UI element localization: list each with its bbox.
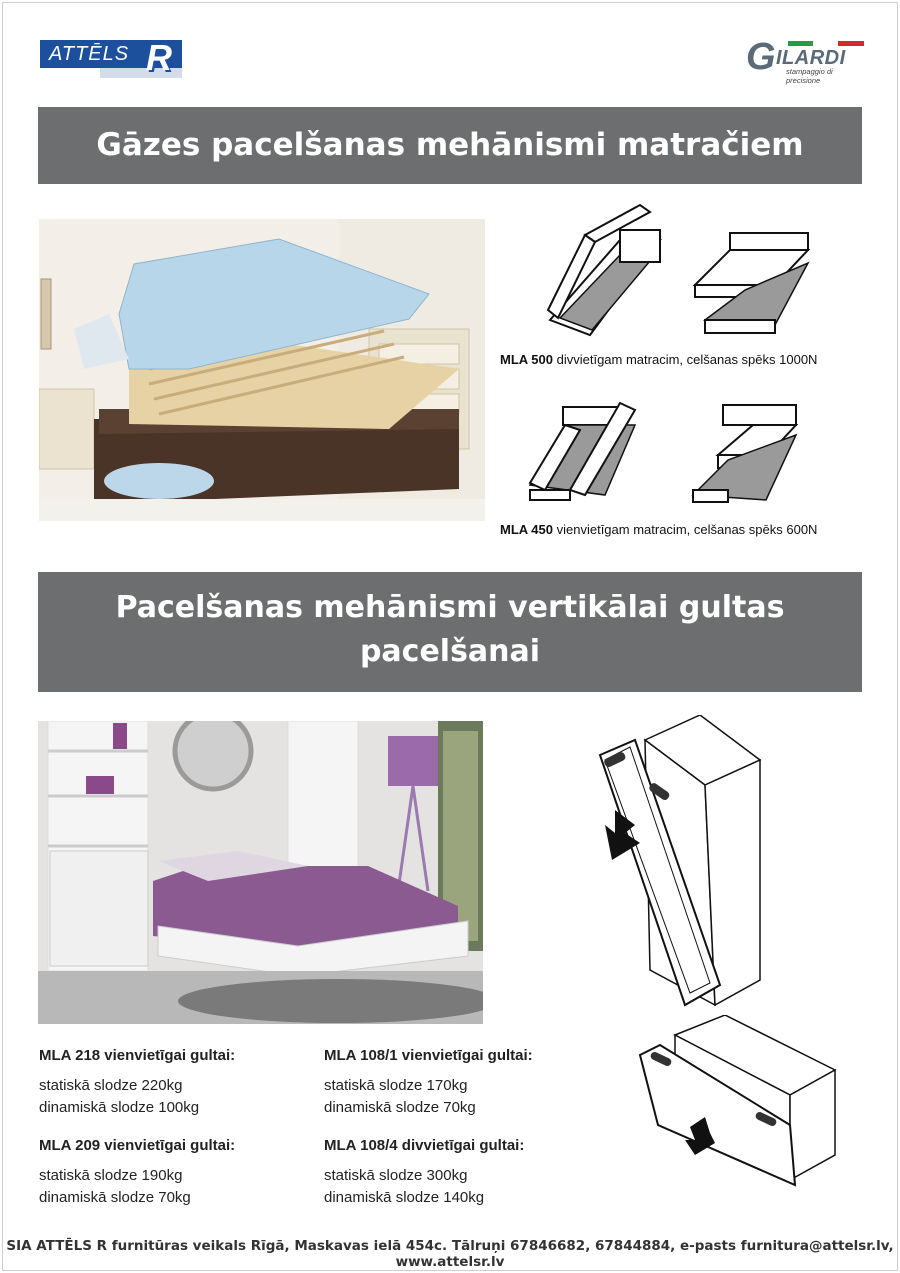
spec-mla108-1: [324, 1045, 533, 1119]
spec-mla209: [39, 1135, 235, 1209]
logo-text: ATTĒLS: [49, 43, 130, 65]
attels-r-logo[interactable]: [40, 37, 182, 78]
mla500-caption: MLA 500 divvietīgam matracim, celšanas spēks 1000N: [500, 352, 818, 367]
gilardi-tagline: stampaggio di precisione: [786, 67, 833, 85]
spec-dynamic: dinamiskā slodze 70kg: [324, 1099, 476, 1116]
spec-static: statiskā slodze 170kg: [324, 1077, 468, 1094]
mla500-open-diagram: [540, 200, 670, 340]
gilardi-logo[interactable]: [746, 36, 864, 85]
spec-title: MLA 209 vienvietīgai gultai:: [39, 1137, 236, 1154]
spec-dynamic: dinamiskā slodze 100kg: [39, 1099, 200, 1116]
wall-bed-photo: [38, 721, 483, 1024]
spec-static: statiskā slodze 300kg: [324, 1167, 468, 1184]
spec-title: MLA 218 vienvietīgai gultai:: [39, 1047, 236, 1064]
footer-contact: SIA ATTĒLS R furnitūras veikals Rīgā, Maskavas ielā 454c. Tālruņi 67846682, 67844884, e-pasts furnitura@attelsr.lv, www.attelsr.lv: [6, 1238, 894, 1270]
spec-dynamic: dinamiskā slodze 140kg: [324, 1189, 485, 1206]
ottoman-bed-photo: [39, 219, 485, 521]
logo-r-mark: R: [146, 37, 172, 78]
spec-title: MLA 108/4 divvietīgai gultai:: [324, 1137, 525, 1154]
mla450-closed-diagram: [688, 400, 803, 510]
wall-bed-tilt-diagram: [590, 715, 770, 1010]
spec-title: MLA 108/1 vienvietīgai gultai:: [324, 1047, 533, 1064]
spec-mla108-4: [324, 1135, 524, 1209]
mla500-closed-diagram: [690, 225, 815, 340]
section2-title-line2: pacelšanai: [359, 634, 541, 669]
italian-flag-stripe: [788, 41, 864, 46]
spec-mla218: [39, 1045, 235, 1119]
section2-title-line1: Pacelšanas mehānismi vertikālai gultas: [115, 590, 785, 625]
gilardi-g-mark: G: [746, 36, 776, 78]
wall-bed-horizontal-diagram: [630, 1015, 840, 1190]
section2-title: [38, 572, 862, 692]
mla450-caption: MLA 450 vienvietīgam matracim, celšanas spēks 600N: [500, 522, 818, 537]
section1-title: Gāzes pacelšanas mehānismi matračiem: [38, 107, 862, 184]
mla450-open-diagram: [525, 395, 645, 505]
spec-static: statiskā slodze 190kg: [39, 1167, 183, 1184]
spec-dynamic: dinamiskā slodze 70kg: [39, 1189, 191, 1206]
gilardi-name: ILARDI: [776, 47, 846, 69]
spec-static: statiskā slodze 220kg: [39, 1077, 183, 1094]
